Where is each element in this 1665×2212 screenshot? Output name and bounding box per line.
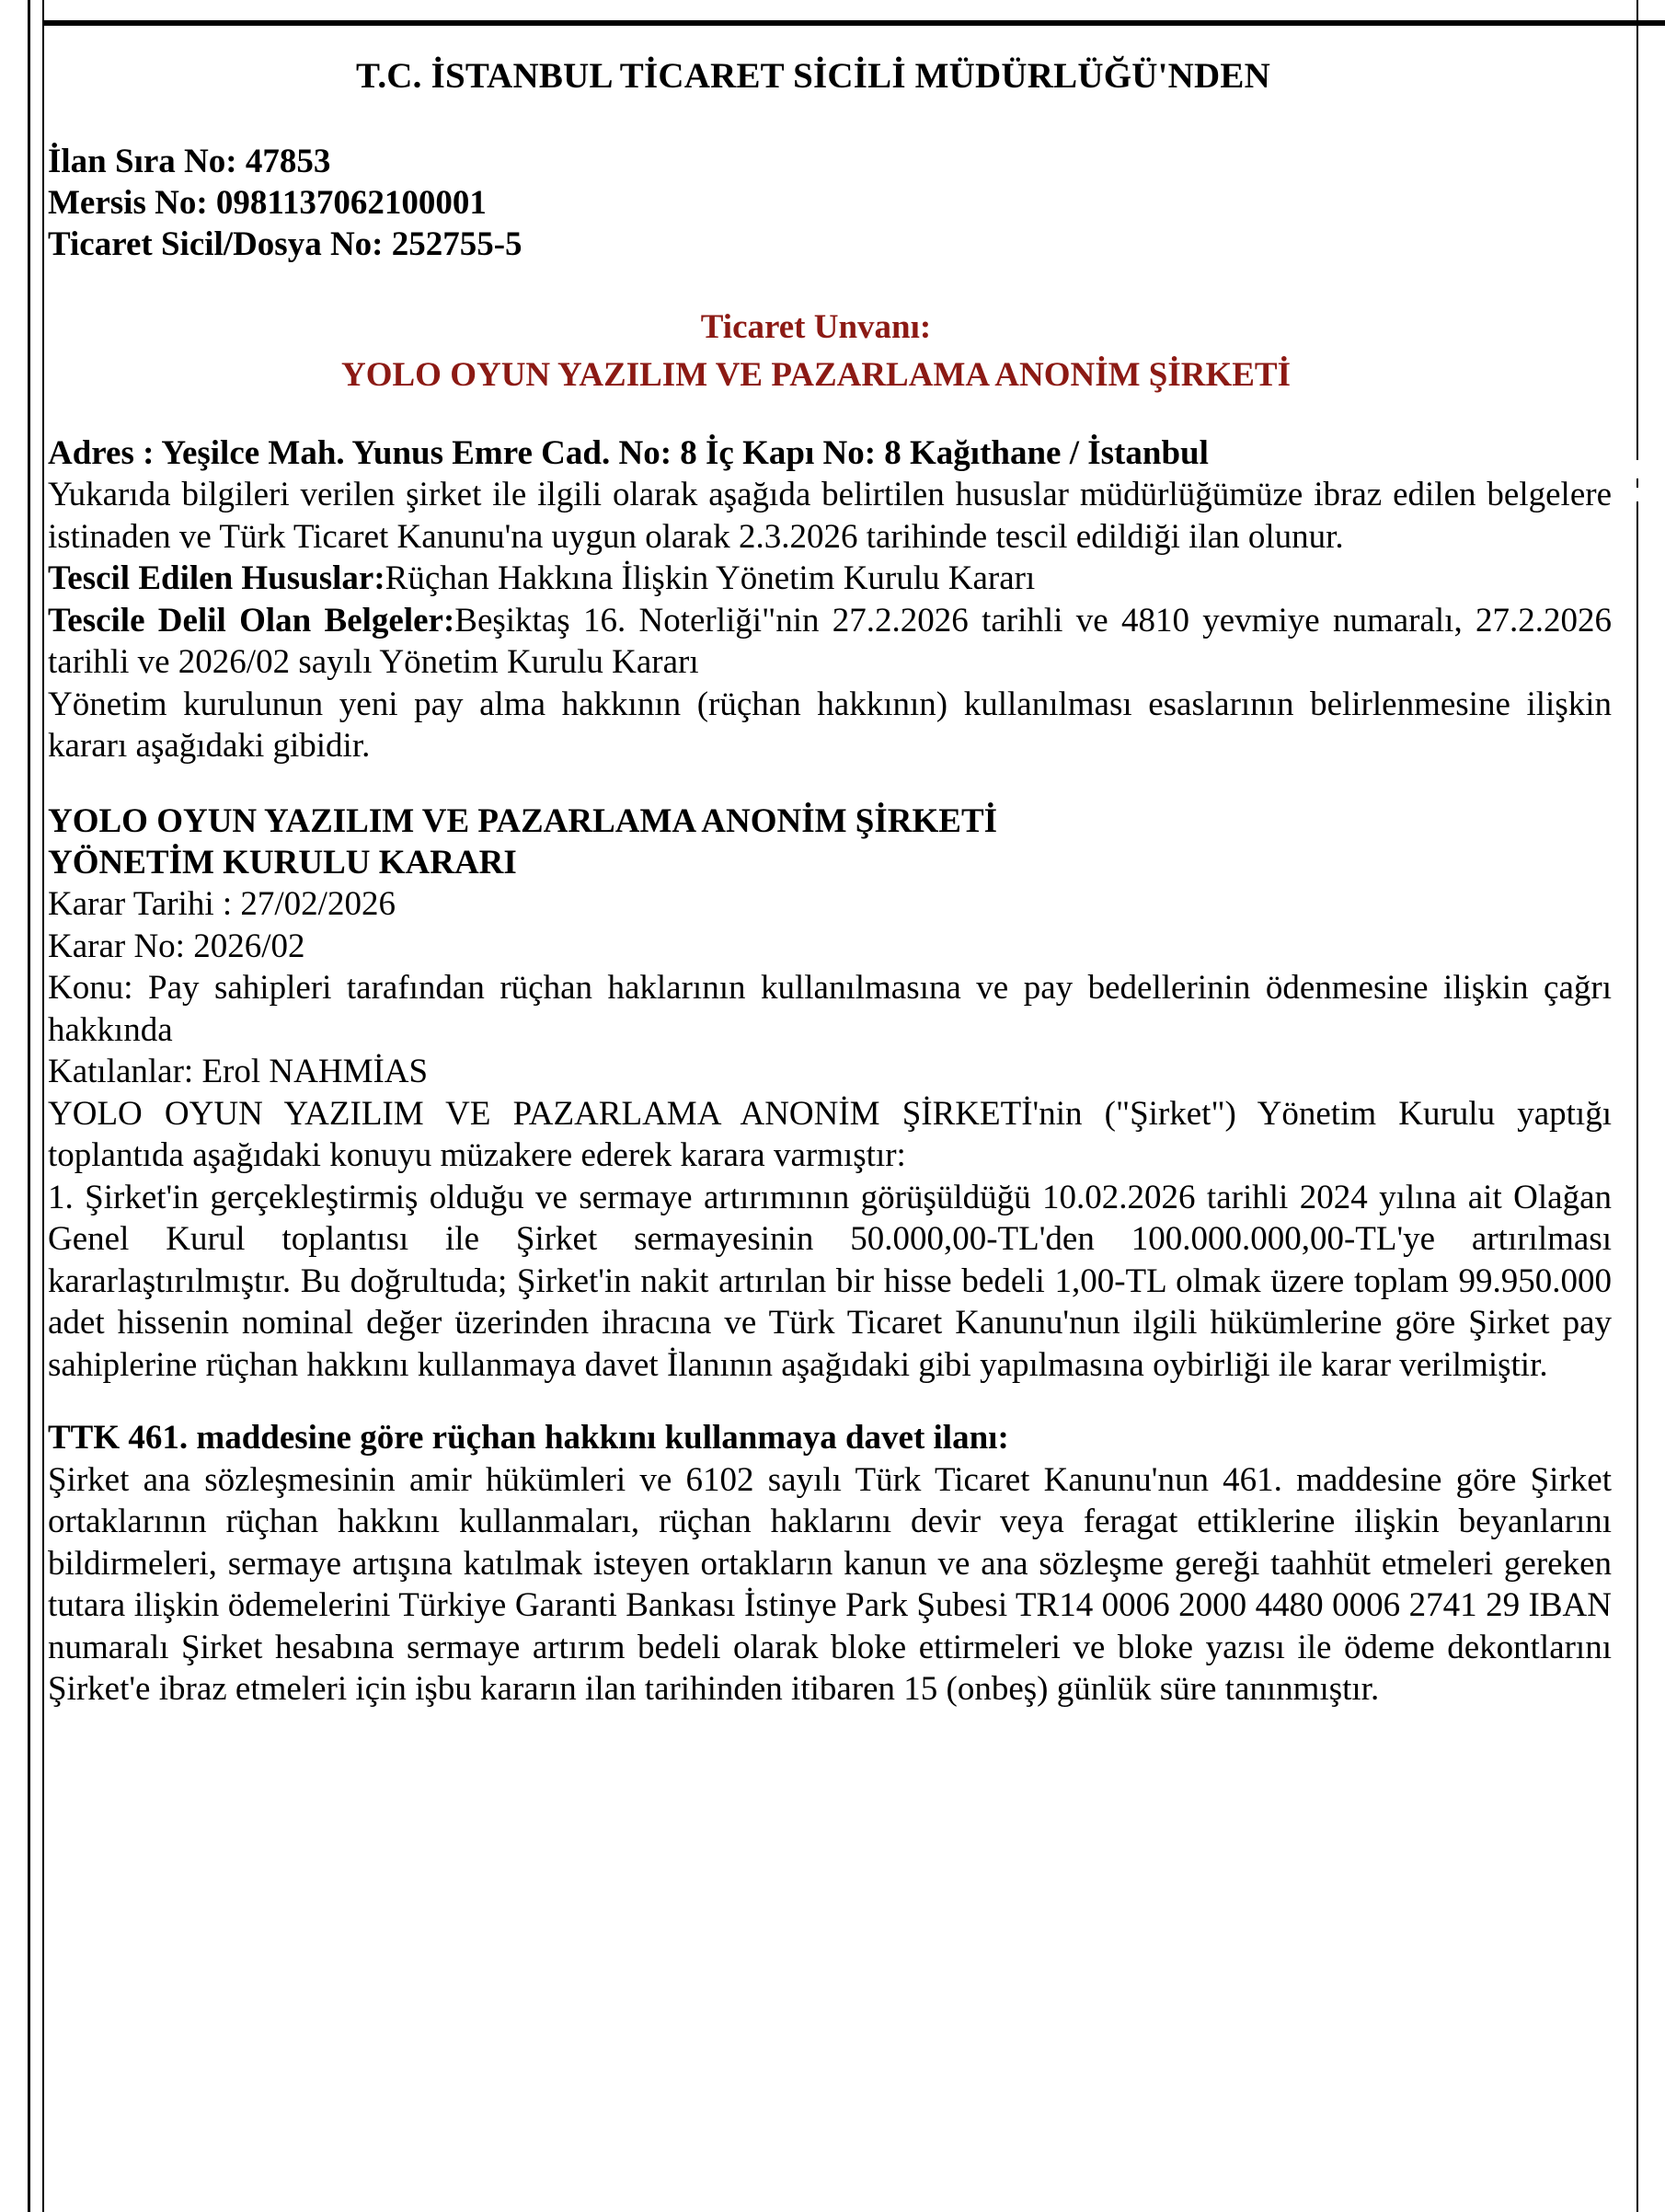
summary-paragraph: Yönetim kurulunun yeni pay alma hakkının (rüçhan hakkının) kullanılması esaslarının belirlenmesine ilişkin kararı aşağıdaki gibidir. <box>48 685 1612 766</box>
page-border-top <box>42 20 1665 26</box>
intro-paragraph: Yukarıda bilgileri verilen şirket ile ilgili olarak aşağıda belirtilen hususlar müdürlüğümüze ibraz edilen belgelere istinaden ve Türk Ticaret Kanunu'na uygun olarak 2.3.2026 tarihinde tescil edildiği ilan olunur. <box>48 476 1612 556</box>
resolution-heading-block <box>48 801 1612 883</box>
evidence-documents-line <box>48 600 1612 684</box>
resolution-subject-paragraph: Konu: Pay sahipleri tarafından rüçhan haklarının kullanılmasına ve pay bedellerinin ödenmesine ilişkin çağrı hakkında <box>48 969 1612 1049</box>
invitation-paragraph: Şirket ana sözleşmesinin amir hükümleri ve 6102 sayılı Türk Ticaret Kanunu'nun 461. maddesine göre Şirket ortaklarının rüçhan hakkını kullanmaları, rüçhan haklarını devir veya feragat ettiklerine ilişkin beyanlarını bildirmeleri, sermaye artışına katılmak isteyen ortakların kanun ve ana sözleşme gereği taahhüt etmeleri gereken tutara ilişkin ödemelerini Türkiye Garanti Bankası İstinye Park Şubesi TR14 0006 2000 4480 0006 2741 29 IBAN numaralı Şirket hesabına sermaye artırım bedeli olarak bloke ettirmeleri ve bloke yazısı ile ödeme dekontlarını Şirket'e ibraz etmeleri için işbu kararın ilan tarihinden itibaren 15 (onbeş) günlük süre tanınmıştır. <box>48 1460 1612 1709</box>
resolution-company-line: YOLO OYUN YAZILIM VE PAZARLAMA ANONİM ŞİRKETİ <box>48 801 998 840</box>
identifier-block <box>48 141 1612 265</box>
resolution-heading-line: YÖNETİM KURULU KARARI <box>48 844 517 882</box>
invitation-heading: TTK 461. maddesine göre rüçhan hakkını kullanmaya davet ilanı: <box>48 1419 1009 1457</box>
trade-name-label: Ticaret Unvanı: <box>700 308 932 347</box>
resolution-preamble-paragraph: YOLO OYUN YAZILIM VE PAZARLAMA ANONİM ŞİRKETİ'nin ("Şirket") Yönetim Kurulu yaptığı toplantıda aşağıdaki konuyu müzakere ederek karara varmıştır: <box>48 1094 1612 1175</box>
page-border-right-tick <box>1636 478 1638 488</box>
registered-matters-line <box>48 558 1612 600</box>
registered-matters-value: Rüçhan Hakkına İlişkin Yönetim Kurulu Kararı <box>385 559 1036 598</box>
evidence-documents-label: Tescile Delil Olan Belgeler: <box>48 601 455 639</box>
resolution-item-1-paragraph: 1. Şirket'in gerçekleştirmiş olduğu ve sermaye artırımının görüşüldüğü 10.02.2026 tarihli 2024 yılına ait Olağan Genel Kurul toplantısı ile Şirket sermayesinin 50.000,00-TL'den 100.000.000,00-TL'ye artırılması kararlaştırılmıştır. Bu doğrultuda; Şirket'in nakit artırılan bir hisse bedeli 1,00-TL olmak üzere toplam 99.950.000 adet hissenin nominal değer üzerinden ihracına ve Türk Ticaret Kanunu'nun ilgili hükümlerine göre Şirket pay sahiplerine rüçhan hakkını kullanmaya davet İlanının aşağıdaki gibi yapılmasına oybirliği ile karar verilmiştir. <box>48 1178 1612 1384</box>
trade-name-block <box>48 307 1612 397</box>
page-border-left-outer <box>28 0 30 2212</box>
address-line: Adres : Yeşilce Mah. Yunus Emre Cad. No: 8 İç Kapı No: 8 Kağıthane / İstanbul <box>48 434 1209 473</box>
document-body <box>48 37 1623 1711</box>
evidence-documents-value: Beşiktaş 16. Noterliği"nin 27.2.2026 tarihli ve 4810 yevmiye numaralı, 27.2.2026 tarihli ve 2026/02 sayılı Yönetim Kurulu Kararı <box>48 601 1612 682</box>
trade-name-value: YOLO OYUN YAZILIM VE PAZARLAMA ANONİM ŞİRKETİ <box>340 355 1292 394</box>
resolution-date-line: Karar Tarihi : 27/02/2026 <box>48 885 396 924</box>
registered-matters-label: Tescil Edilen Hususlar: <box>48 559 385 598</box>
resolution-attendees-line: Katılanlar: Erol NAHMİAS <box>48 1053 429 1091</box>
page-title: T.C. İSTANBUL TİCARET SİCİLİ MÜDÜRLÜĞÜ'NDEN <box>356 56 1270 96</box>
page-border-left-inner <box>42 0 44 2212</box>
page-border-right-upper <box>1636 0 1638 460</box>
resolution-number-line: Karar No: 2026/02 <box>48 927 305 965</box>
ticaret-sicil-dosya-no-line: Ticaret Sicil/Dosya No: 252755-5 <box>48 225 522 264</box>
ilan-sira-no-line: İlan Sıra No: 47853 <box>48 143 331 180</box>
page-border-right-lower <box>1636 501 1638 2212</box>
mersis-no-line: Mersis No: 0981137062100001 <box>48 184 487 223</box>
